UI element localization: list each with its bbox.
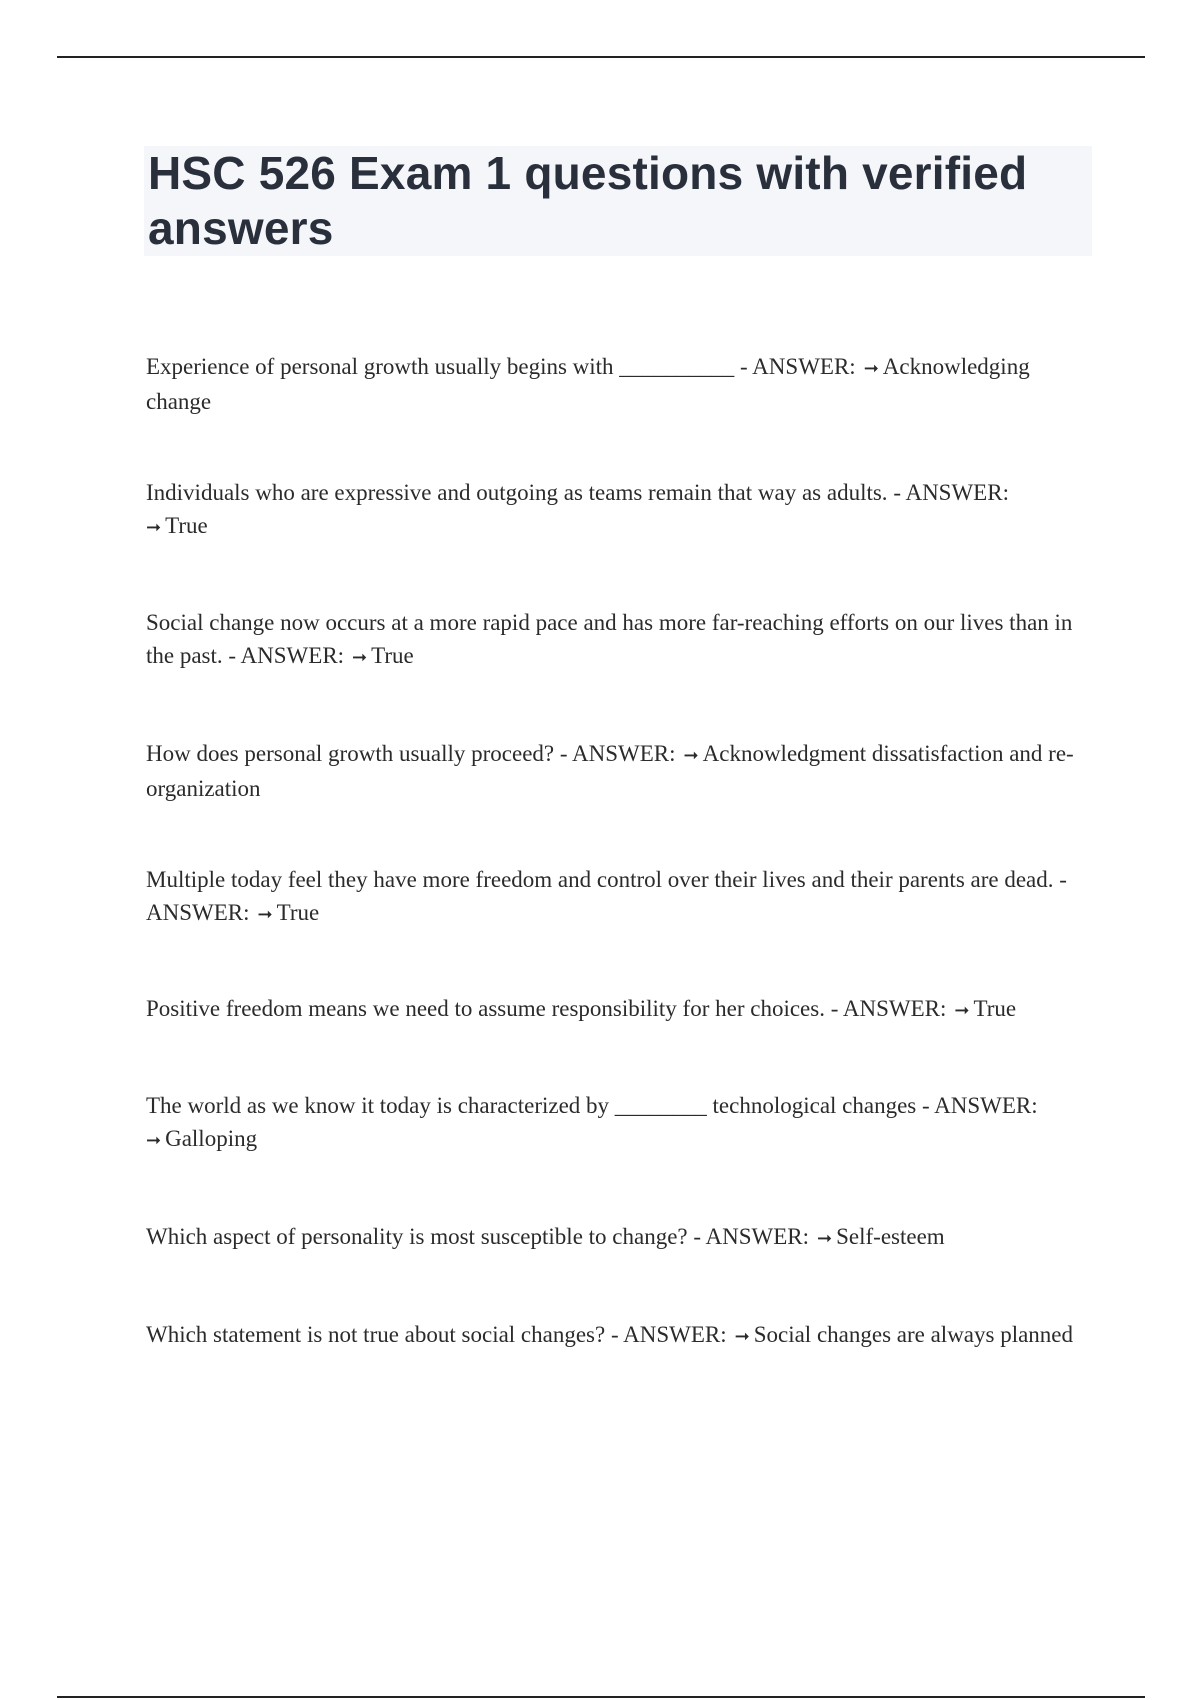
- answer-marker: - ANSWER:: [146, 867, 1067, 925]
- answer-marker: - ANSWER:: [559, 741, 676, 766]
- answer-text: Social changes are always planned: [753, 1322, 1074, 1347]
- bottom-rule: [57, 1696, 1145, 1698]
- arrow-icon: ➞: [257, 904, 273, 925]
- arrow-icon: ➞: [146, 1130, 162, 1151]
- arrow-icon: ➞: [817, 1228, 833, 1249]
- qa-item: [146, 1318, 1086, 1353]
- question-text: Experience of personal growth usually begins with __________: [146, 354, 735, 379]
- question-text: The world as we know it today is characterized by ________ technological changes: [146, 1093, 917, 1118]
- answer-text: Acknowledgment dissatisfaction and re-organization: [146, 741, 1074, 801]
- answer-text: True: [973, 996, 1017, 1021]
- answer-marker: - ANSWER:: [830, 996, 947, 1021]
- qa-item: [146, 606, 1086, 674]
- arrow-icon: ➞: [146, 517, 162, 538]
- qa-item: [146, 863, 1086, 931]
- title-block: [144, 146, 1092, 256]
- top-rule: [57, 56, 1145, 58]
- arrow-icon: ➞: [352, 647, 368, 668]
- answer-marker: - ANSWER:: [922, 1093, 1038, 1118]
- qa-item: [146, 1220, 1086, 1255]
- answer-marker: - ANSWER:: [228, 643, 345, 668]
- question-text: Individuals who are expressive and outgoing as teams remain that way as adults.: [146, 480, 888, 505]
- arrow-icon: ➞: [683, 745, 699, 766]
- question-text: Social change now occurs at a more rapid pace and has more far-reaching efforts on our lives than in the past.: [146, 610, 1073, 668]
- answer-text: Acknowledging change: [146, 354, 1030, 414]
- answer-marker: - ANSWER:: [693, 1224, 810, 1249]
- document-title: HSC 526 Exam 1 questions with verified answers: [148, 147, 1028, 254]
- qa-item: [146, 350, 1086, 418]
- arrow-icon: ➞: [734, 1326, 750, 1347]
- question-text: Which aspect of personality is most susceptible to change?: [146, 1224, 688, 1249]
- answer-marker: - ANSWER:: [893, 480, 1009, 505]
- answer-marker: - ANSWER:: [740, 354, 856, 379]
- qa-item: [146, 992, 1086, 1027]
- qa-item: [146, 476, 1086, 544]
- question-text: Positive freedom means we need to assume responsibility for her choices.: [146, 996, 825, 1021]
- question-text: Multiple today feel they have more freedom and control over their lives and their parents are dead.: [146, 867, 1054, 892]
- qa-item: [146, 737, 1086, 805]
- answer-marker: - ANSWER:: [610, 1322, 727, 1347]
- answer-text: True: [276, 900, 320, 925]
- qa-item: [146, 1089, 1086, 1157]
- question-text: How does personal growth usually proceed?: [146, 741, 555, 766]
- question-text: Which statement is not true about social changes?: [146, 1322, 606, 1347]
- arrow-icon: ➞: [863, 358, 879, 379]
- answer-text: True: [371, 643, 414, 668]
- answer-text: Self-esteem: [836, 1224, 945, 1249]
- answer-text: True: [165, 513, 208, 538]
- answer-text: Galloping: [165, 1126, 258, 1151]
- arrow-icon: ➞: [954, 1000, 970, 1021]
